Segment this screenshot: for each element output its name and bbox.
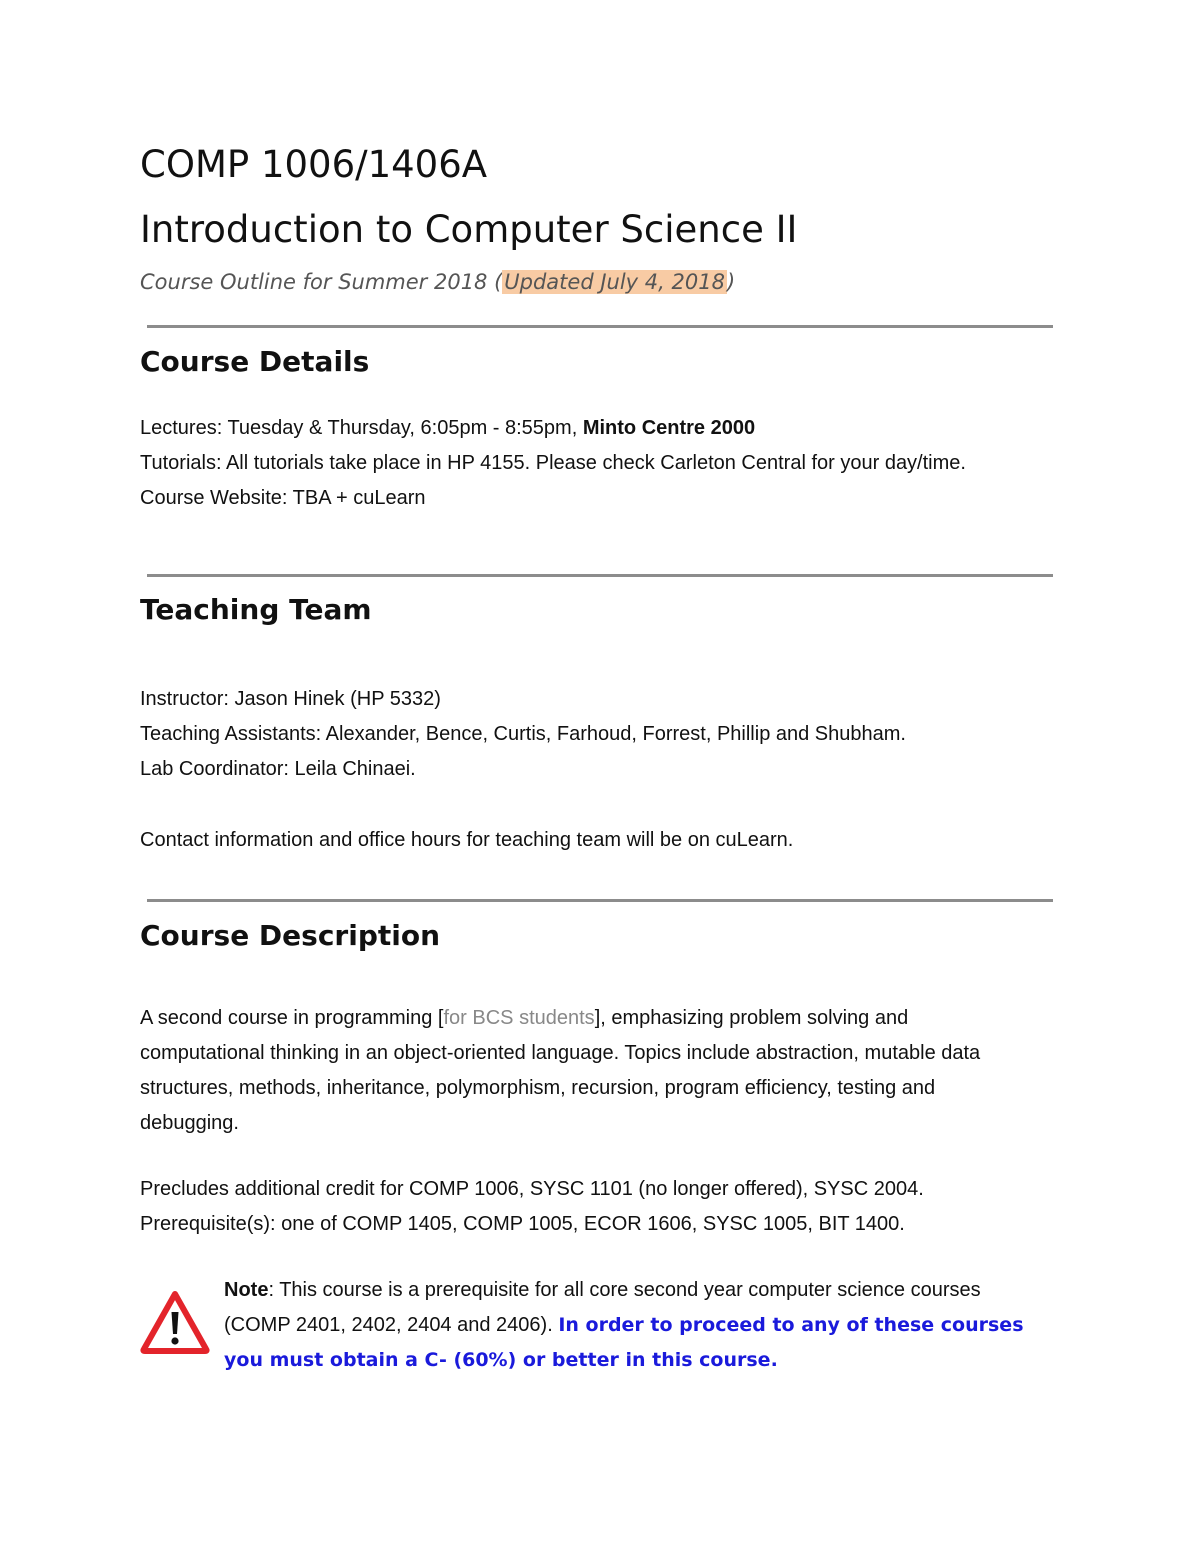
warning-triangle-icon — [140, 1290, 210, 1354]
teaching-team-heading: Teaching Team — [140, 593, 372, 626]
course-subtitle — [140, 270, 735, 294]
website-line: Course Website: TBA + cuLearn — [140, 487, 426, 509]
description-text: ], emphasizing problem solving and — [594, 1007, 909, 1029]
precludes-line: Precludes additional credit for COMP 1006, SYSC 1101 (no longer offered), SYSC 2004. — [140, 1178, 924, 1200]
teaching-team-block — [140, 682, 906, 787]
note-text: : This course is a prerequisite for all core second year computer science courses — [268, 1279, 981, 1301]
description-paragraph — [140, 1001, 980, 1141]
lectures-line — [140, 411, 966, 446]
lab-coordinator-line: Lab Coordinator: Leila Chinaei. — [140, 758, 416, 780]
description-text: A second course in programming [ — [140, 1007, 444, 1029]
section-divider — [147, 574, 1053, 577]
prereq-line: Prerequisite(s): one of COMP 1405, COMP 1005, ECOR 1606, SYSC 1005, BIT 1400. — [140, 1213, 905, 1235]
subtitle-suffix: ) — [726, 270, 736, 294]
grade-requirement-text: you must obtain a C- (60%) or better in this course. — [224, 1349, 778, 1371]
description-line — [140, 1001, 980, 1036]
description-line: structures, methods, inheritance, polymorphism, recursion, program efficiency, testing and — [140, 1077, 936, 1099]
note-line — [224, 1308, 1024, 1343]
lectures-text: Lectures: Tuesday & Thursday, 6:05pm - 8:55pm, — [140, 417, 583, 439]
note-line — [224, 1273, 1024, 1308]
course-title: Introduction to Computer Science II — [140, 208, 798, 251]
subtitle-prefix: Course Outline for Summer 2018 ( — [140, 270, 503, 294]
bcs-students-note: for BCS students — [443, 1007, 595, 1029]
lectures-location: Minto Centre 2000 — [582, 417, 756, 439]
grade-requirement-text: In order to proceed to any of these courses — [558, 1314, 1024, 1336]
note-text: (COMP 2401, 2402, 2404 and 2406). — [224, 1314, 559, 1336]
section-divider — [147, 899, 1053, 902]
contact-line: Contact information and office hours for teaching team will be on cuLearn. — [140, 829, 794, 851]
description-line: debugging. — [140, 1112, 239, 1134]
course-details-heading: Course Details — [140, 345, 370, 378]
course-code: COMP 1006/1406A — [140, 143, 488, 186]
course-details-block — [140, 411, 966, 516]
tutorials-line: Tutorials: All tutorials take place in HP 4155. Please check Carleton Central for your day/time. — [140, 452, 966, 474]
tas-line: Teaching Assistants: Alexander, Bence, Curtis, Farhoud, Forrest, Phillip and Shubham. — [140, 723, 906, 745]
instructor-line: Instructor: Jason Hinek (HP 5332) — [140, 688, 441, 710]
description-line: computational thinking in an object-oriented language. Topics include abstraction, mutable data — [140, 1042, 981, 1064]
note-line — [224, 1343, 1024, 1378]
course-description-heading: Course Description — [140, 919, 441, 952]
note-block — [224, 1273, 1024, 1378]
note-label: Note — [224, 1279, 269, 1301]
section-divider — [147, 325, 1053, 328]
requisites-block — [140, 1172, 924, 1242]
updated-date-highlight: Updated July 4, 2018 — [504, 270, 725, 294]
